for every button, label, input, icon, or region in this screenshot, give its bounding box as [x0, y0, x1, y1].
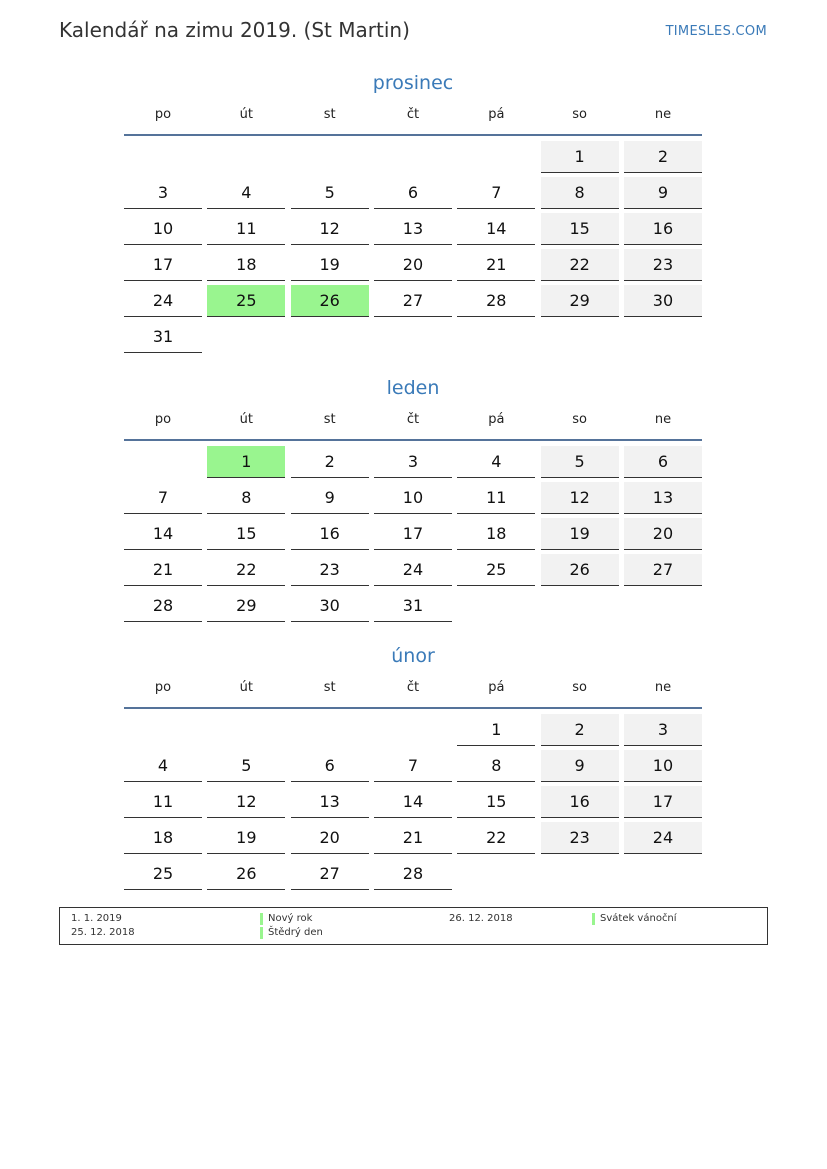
weekday-label: po [154, 680, 172, 695]
day-grid [124, 141, 702, 357]
day-cell: 14 [457, 213, 535, 245]
day-cell: 9 [624, 177, 702, 209]
brand-link[interactable]: TIMESLES.COM [665, 24, 767, 39]
holiday-legend [59, 907, 768, 945]
weekday-header [124, 411, 702, 441]
weekday-label: so [572, 680, 587, 695]
week-row [124, 786, 702, 822]
day-cell: 15 [541, 213, 619, 245]
empty-day-cell [541, 321, 619, 352]
week-row [124, 141, 702, 177]
day-cell: 27 [624, 554, 702, 586]
day-cell: 30 [291, 590, 369, 622]
empty-day-cell [457, 858, 535, 889]
legend-date: 1. 1. 2019 [71, 913, 122, 924]
empty-day-cell [541, 858, 619, 889]
day-cell: 2 [291, 446, 369, 478]
empty-day-cell [457, 141, 535, 172]
day-cell: 27 [374, 285, 452, 317]
week-row [124, 858, 702, 894]
day-cell: 6 [374, 177, 452, 209]
weekday-label: út [239, 412, 253, 427]
day-cell: 3 [124, 177, 202, 209]
empty-day-cell [457, 590, 535, 621]
page-title: Kalendář na zimu 2019. (St Martin) [59, 18, 410, 42]
day-cell: 22 [541, 249, 619, 281]
week-row [124, 518, 702, 554]
day-cell: 13 [374, 213, 452, 245]
holiday-marker [260, 927, 263, 939]
day-cell: 19 [291, 249, 369, 281]
day-cell: 6 [624, 446, 702, 478]
weekday-label: pá [488, 107, 505, 122]
day-cell: 18 [457, 518, 535, 550]
day-cell: 19 [207, 822, 285, 854]
empty-day-cell [207, 141, 285, 172]
empty-day-cell [457, 321, 535, 352]
day-cell: 13 [291, 786, 369, 818]
weekday-label: út [239, 107, 253, 122]
day-cell: 9 [291, 482, 369, 514]
day-cell: 28 [124, 590, 202, 622]
weekday-label: pá [488, 412, 505, 427]
weekday-label: st [323, 680, 336, 695]
day-cell: 24 [374, 554, 452, 586]
day-grid [124, 446, 702, 626]
week-row [124, 554, 702, 590]
day-cell: 7 [457, 177, 535, 209]
day-cell: 1 [207, 446, 285, 478]
week-row [124, 177, 702, 213]
week-row [124, 750, 702, 786]
day-cell: 20 [291, 822, 369, 854]
week-row [124, 590, 702, 626]
day-cell: 1 [457, 714, 535, 746]
day-cell: 3 [624, 714, 702, 746]
day-cell: 27 [291, 858, 369, 890]
weekday-label: ne [654, 680, 672, 695]
day-cell: 11 [207, 213, 285, 245]
day-cell: 5 [207, 750, 285, 782]
day-cell: 31 [124, 321, 202, 353]
month-name: prosinec [372, 72, 454, 94]
day-cell: 29 [207, 590, 285, 622]
empty-day-cell [624, 858, 702, 889]
weekday-label: čt [406, 412, 420, 427]
empty-day-cell [124, 446, 202, 477]
week-row [124, 285, 702, 321]
weekday-header [124, 106, 702, 136]
month-name: únor [391, 645, 435, 667]
legend-date: 25. 12. 2018 [71, 927, 135, 938]
day-cell: 23 [541, 822, 619, 854]
day-cell: 16 [291, 518, 369, 550]
day-cell: 16 [624, 213, 702, 245]
weekday-label: so [572, 107, 587, 122]
empty-day-cell [124, 714, 202, 745]
weekday-label: čt [406, 680, 420, 695]
day-cell: 18 [124, 822, 202, 854]
day-cell: 28 [457, 285, 535, 317]
week-row [124, 714, 702, 750]
day-cell: 10 [374, 482, 452, 514]
week-row [124, 482, 702, 518]
legend-holiday-name: Štědrý den [268, 927, 323, 938]
legend-holiday-name: Svátek vánoční [600, 913, 677, 924]
day-cell: 23 [624, 249, 702, 281]
day-cell: 17 [124, 249, 202, 281]
day-cell: 30 [624, 285, 702, 317]
day-cell: 24 [124, 285, 202, 317]
day-cell: 7 [124, 482, 202, 514]
empty-day-cell [374, 321, 452, 352]
legend-date: 26. 12. 2018 [449, 913, 513, 924]
holiday-marker [592, 913, 595, 925]
month-block [124, 643, 702, 894]
day-cell: 24 [624, 822, 702, 854]
week-row [124, 321, 702, 357]
weekday-label: ne [654, 107, 672, 122]
month-name: leden [386, 377, 440, 399]
day-cell: 11 [457, 482, 535, 514]
day-cell: 15 [457, 786, 535, 818]
empty-day-cell [207, 321, 285, 352]
day-cell: 4 [124, 750, 202, 782]
day-cell: 22 [457, 822, 535, 854]
day-cell: 4 [457, 446, 535, 478]
day-cell: 6 [291, 750, 369, 782]
day-cell: 25 [457, 554, 535, 586]
day-cell: 10 [624, 750, 702, 782]
day-cell: 13 [624, 482, 702, 514]
day-cell: 31 [374, 590, 452, 622]
empty-day-cell [541, 590, 619, 621]
day-grid [124, 714, 702, 894]
day-cell: 12 [541, 482, 619, 514]
weekday-label: út [239, 680, 253, 695]
weekday-label: ne [654, 412, 672, 427]
day-cell: 20 [374, 249, 452, 281]
weekday-label: po [154, 412, 172, 427]
day-cell: 25 [207, 285, 285, 317]
weekday-header [124, 679, 702, 709]
day-cell: 3 [374, 446, 452, 478]
day-cell: 20 [624, 518, 702, 550]
week-row [124, 822, 702, 858]
day-cell: 2 [541, 714, 619, 746]
week-row [124, 213, 702, 249]
day-cell: 5 [291, 177, 369, 209]
weekday-label: po [154, 107, 172, 122]
day-cell: 26 [207, 858, 285, 890]
day-cell: 5 [541, 446, 619, 478]
day-cell: 23 [291, 554, 369, 586]
day-cell: 29 [541, 285, 619, 317]
empty-day-cell [291, 141, 369, 172]
day-cell: 2 [624, 141, 702, 173]
empty-day-cell [291, 321, 369, 352]
day-cell: 22 [207, 554, 285, 586]
day-cell: 14 [124, 518, 202, 550]
legend-holiday-name: Nový rok [268, 913, 313, 924]
day-cell: 8 [207, 482, 285, 514]
month-block [124, 70, 702, 357]
day-cell: 15 [207, 518, 285, 550]
weekday-label: čt [406, 107, 420, 122]
empty-day-cell [624, 321, 702, 352]
empty-day-cell [291, 714, 369, 745]
holiday-marker [260, 913, 263, 925]
day-cell: 8 [541, 177, 619, 209]
day-cell: 12 [291, 213, 369, 245]
day-cell: 25 [124, 858, 202, 890]
day-cell: 21 [457, 249, 535, 281]
weekday-label: st [323, 107, 336, 122]
day-cell: 21 [374, 822, 452, 854]
day-cell: 17 [374, 518, 452, 550]
empty-day-cell [374, 714, 452, 745]
day-cell: 9 [541, 750, 619, 782]
day-cell: 28 [374, 858, 452, 890]
weekday-label: st [323, 412, 336, 427]
day-cell: 26 [291, 285, 369, 317]
day-cell: 18 [207, 249, 285, 281]
month-block [124, 375, 702, 626]
day-cell: 4 [207, 177, 285, 209]
day-cell: 26 [541, 554, 619, 586]
empty-day-cell [624, 590, 702, 621]
day-cell: 7 [374, 750, 452, 782]
day-cell: 17 [624, 786, 702, 818]
day-cell: 21 [124, 554, 202, 586]
day-cell: 19 [541, 518, 619, 550]
empty-day-cell [207, 714, 285, 745]
empty-day-cell [124, 141, 202, 172]
weekday-label: so [572, 412, 587, 427]
day-cell: 12 [207, 786, 285, 818]
day-cell: 1 [541, 141, 619, 173]
day-cell: 8 [457, 750, 535, 782]
day-cell: 10 [124, 213, 202, 245]
weekday-label: pá [488, 680, 505, 695]
empty-day-cell [374, 141, 452, 172]
day-cell: 16 [541, 786, 619, 818]
day-cell: 11 [124, 786, 202, 818]
week-row [124, 446, 702, 482]
week-row [124, 249, 702, 285]
day-cell: 14 [374, 786, 452, 818]
